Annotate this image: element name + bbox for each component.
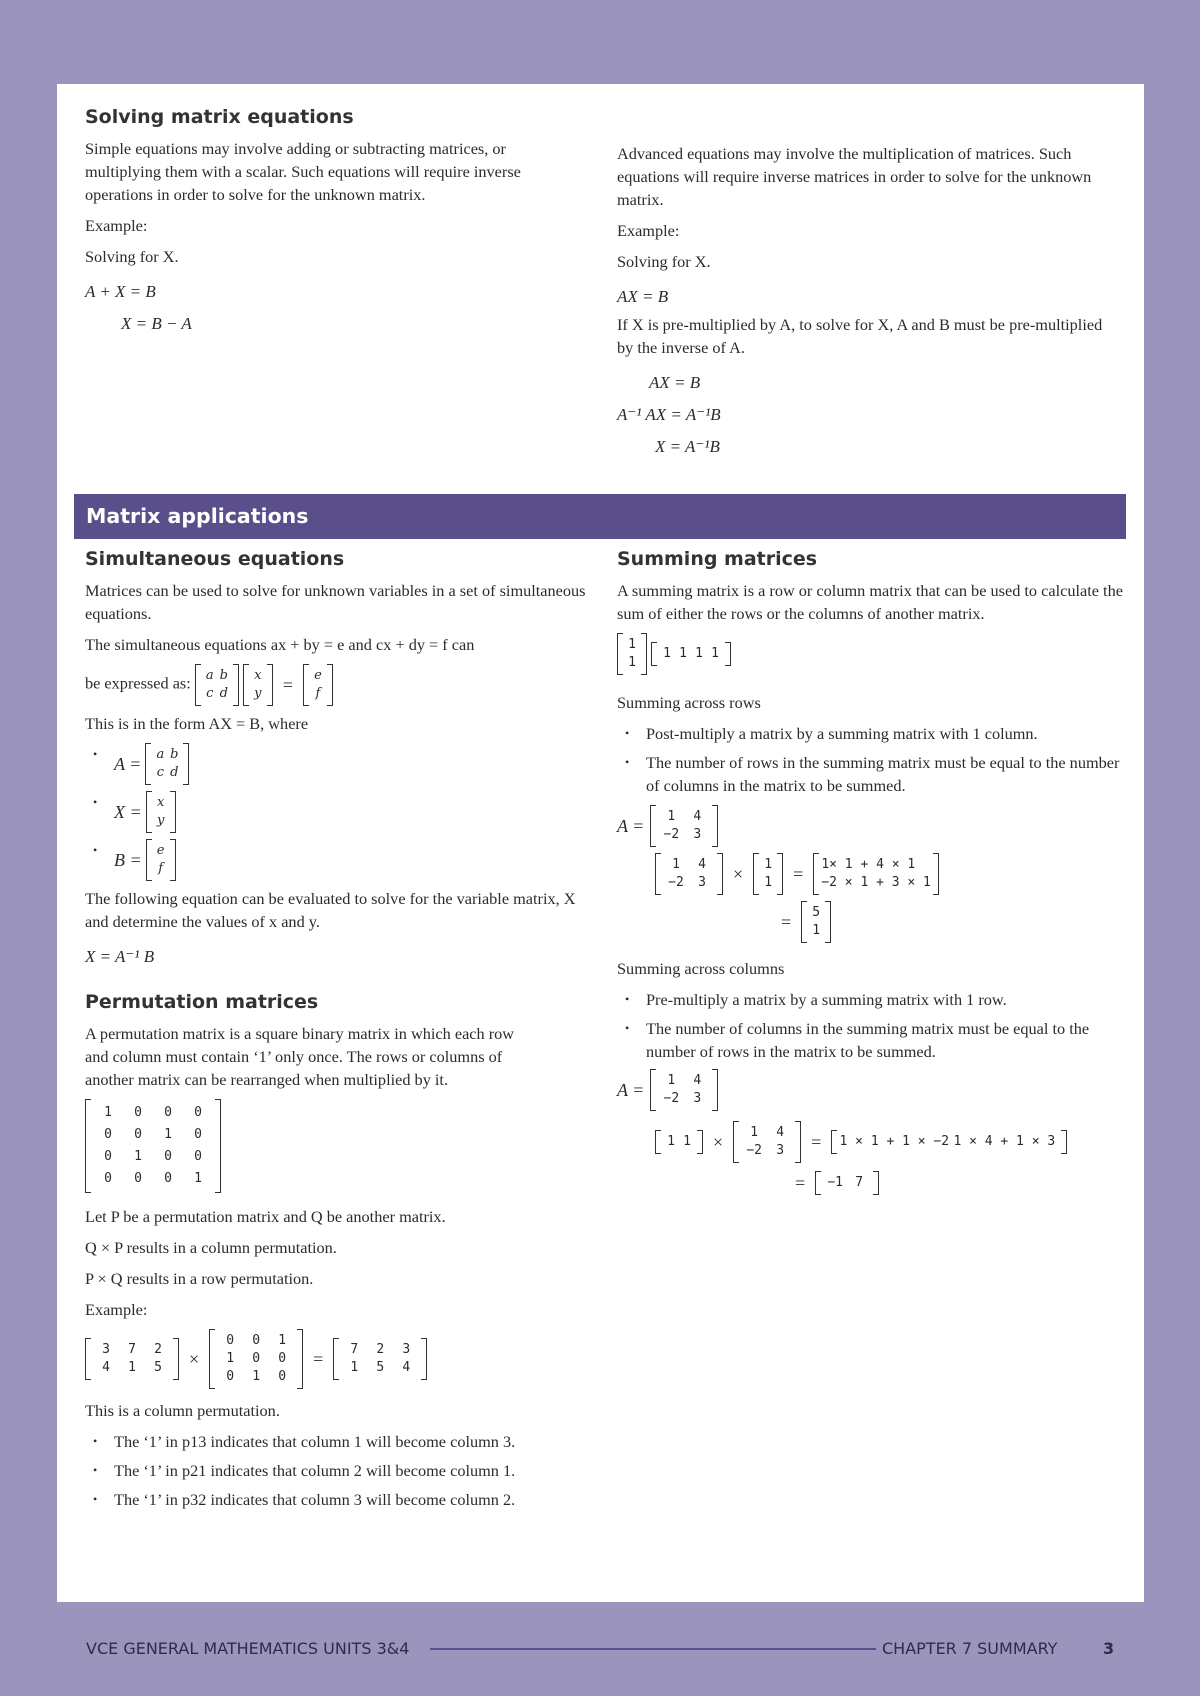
matrix-cell: c: [156, 765, 164, 780]
matrix-row: [154, 794, 168, 812]
matrix-cell: −2: [746, 1143, 762, 1158]
times-sign: ×: [189, 1348, 200, 1369]
matrix-x-def: [146, 791, 176, 833]
matrix-cell: 7: [128, 1342, 136, 1357]
matrix-row: [153, 764, 181, 782]
matrix-a: [650, 1069, 718, 1111]
matrix-row: [154, 812, 168, 830]
example-matrix-p: [209, 1329, 303, 1389]
simultaneous-title: Simultaneous equations: [85, 548, 345, 570]
matrix-cell: x: [254, 668, 262, 683]
simultaneous-p1: Matrices can be used to solve for unknown variables in a set of simultaneous equations.: [85, 581, 586, 623]
solving-title: Solving matrix equations: [85, 106, 354, 128]
rows-expression: [813, 853, 939, 895]
matrix-row: [625, 636, 639, 654]
times-sign: ×: [713, 1131, 724, 1152]
matrix-row: [311, 667, 325, 685]
matrix-cell: 3: [102, 1342, 110, 1357]
matrix-cell: 0: [278, 1369, 287, 1384]
matrix-a: [650, 805, 718, 847]
summing-vectors: [617, 633, 1127, 675]
matrix-row: [341, 1341, 419, 1359]
matrix-row: [658, 1090, 710, 1108]
matrix-cell: 5: [154, 1360, 162, 1375]
matrix-variables: [243, 664, 273, 706]
matrix-cell: a: [205, 668, 214, 683]
matrix-cell: 1: [628, 655, 636, 670]
ones-row: [655, 1130, 703, 1154]
matrix-row: [93, 1359, 171, 1377]
simultaneous-p4: This is in the form AX = B, where: [85, 714, 309, 733]
matrix-cell: 3: [693, 1091, 702, 1106]
matrix-cell: 4: [402, 1360, 411, 1375]
matrix-coefficients: [195, 664, 239, 706]
permutation-example: Example:: [85, 1300, 148, 1319]
matrix-cell: y: [156, 813, 165, 828]
rows-matrix-a: A = 1 4 −2 3: [617, 805, 1127, 847]
solving-right-eq3: A⁻¹ AX = A⁻¹B: [617, 405, 721, 424]
matrix-row: [663, 1133, 695, 1151]
matrix-row: [154, 842, 168, 860]
matrix-cell: 1: [683, 1134, 691, 1149]
summing-p1: A summing matrix is a row or column matrix that can be used to calculate the sum of either the rows or the columns of another matrix.: [617, 581, 1123, 623]
matrix-cell: 1: [750, 1125, 759, 1140]
matrix-row: [625, 654, 639, 672]
solving-left-eq1: A + X = B: [85, 282, 156, 301]
matrix-cell: d: [219, 686, 228, 701]
matrix-cell: 0: [164, 1105, 172, 1120]
summing-rows-bullet: • Post-multiply a matrix by a summing matrix with 1 column.: [617, 722, 1127, 745]
matrix-cell: 4: [693, 809, 702, 824]
times-sign: ×: [733, 863, 744, 884]
matrix-a-def: [145, 743, 189, 785]
matrix-cell: e: [314, 668, 322, 683]
matrix-row: [839, 1133, 1059, 1151]
matrix-cell: a: [156, 747, 165, 762]
permutation-p2: Let P be a permutation matrix and Q be another matrix.: [85, 1207, 446, 1226]
summing-rows-title: Summing across rows: [617, 693, 761, 712]
definition-b: • B = e f: [85, 839, 595, 881]
cols-matrix-a: A = 1 4 −2 3: [617, 1069, 1127, 1111]
matrix-row: [658, 808, 710, 826]
example-matrix-q: [85, 1338, 179, 1380]
solving-right-column: [617, 142, 1117, 463]
equals-sign: =: [793, 863, 804, 884]
summing-cols-title: Summing across columns: [617, 959, 785, 978]
matrix-cell: f: [158, 861, 164, 876]
matrix-cell: 0: [134, 1171, 142, 1186]
banner-title: Matrix applications: [86, 504, 309, 528]
matrix-cell: −1: [827, 1175, 843, 1190]
matrix-row: [658, 826, 710, 844]
solving-left-para: Simple equations may involve adding or subtracting matrices, or multiplying them with a scalar. Such equations will require inverse operations in order to solve for the unknown matrix.: [85, 139, 521, 204]
permutation-bullets: [85, 1430, 595, 1511]
footer-book-title: VCE GENERAL MATHEMATICS UNITS 3&4: [86, 1639, 410, 1658]
matrix-cell: y: [254, 686, 262, 701]
permutation-p1: A permutation matrix is a square binary matrix in which each row and column must contain ‘1’ only once. The rows or columns of another matrix can be rearranged when multiplied by it.: [85, 1024, 515, 1089]
matrix-cell: 2: [376, 1342, 385, 1357]
permutation-matrix-wrap: [85, 1099, 595, 1193]
permutation-bullet: • The ‘1’ in p21 indicates that column 2 will become column 1.: [85, 1459, 595, 1482]
matrix-cell: 0: [104, 1149, 112, 1164]
matrix-cell: 0: [104, 1127, 112, 1142]
matrix-cell: 1: [104, 1105, 112, 1120]
simultaneous-p2: The simultaneous equations ax + by = e and cx + dy = f can: [85, 635, 475, 654]
footer-chapter: CHAPTER 7 SUMMARY: [882, 1639, 1058, 1658]
matrix-cell: 4: [102, 1360, 110, 1375]
matrix-cell: 0: [226, 1333, 235, 1348]
matrix-cell: 1: [164, 1127, 172, 1142]
matrix-cell: b: [170, 747, 179, 762]
matrix-cell: d: [170, 765, 179, 780]
summing-rows-bullet: • The number of rows in the summing matrix must be equal to the number of columns in the matrix to be summed.: [617, 751, 1127, 797]
solving-left-column: [85, 106, 585, 340]
cols-expression: [831, 1130, 1067, 1154]
solving-left-solving-for: Solving for X.: [85, 247, 179, 266]
summing-row-vector: [651, 642, 731, 666]
summing-title: Summing matrices: [617, 548, 818, 570]
matrix-cell: 1: [134, 1149, 142, 1164]
matrix-cell: −2: [663, 1091, 680, 1106]
matrix-row: [93, 1341, 171, 1359]
matrix-row: [93, 1124, 213, 1146]
permutation-title: Permutation matrices: [85, 991, 319, 1013]
solving-right-solving-for: Solving for X.: [617, 252, 711, 271]
simultaneous-definitions: [85, 743, 595, 881]
summing-cols-bullet: • The number of columns in the summing matrix must be equal to the number of rows in the matrix to be summed.: [617, 1017, 1127, 1063]
matrix-constants: [303, 664, 333, 706]
simultaneous-p5: The following equation can be evaluated to solve for the variable matrix, X and determine the values of x and y.: [85, 889, 576, 931]
summing-cols-bullet: • Pre-multiply a matrix by a summing matrix with 1 row.: [617, 988, 1127, 1011]
matrix-row: [761, 874, 775, 892]
summing-cols-bullets: [617, 988, 1127, 1063]
matrix-cell: 0: [226, 1369, 235, 1384]
matrix-cell: 1: [663, 646, 671, 661]
summing-rows-bullets: [617, 722, 1127, 797]
equals-sign: =: [795, 1172, 806, 1193]
definition-x: • X = x y: [85, 791, 595, 833]
matrix-cell: 0: [194, 1105, 202, 1120]
matrix-row: [153, 746, 181, 764]
matrix-cell: 1× 1 + 4 × 1: [821, 857, 916, 872]
matrix-cell: 4: [776, 1125, 785, 1140]
matrix-cell: 5: [376, 1360, 385, 1375]
matrix-row: [203, 685, 231, 703]
matrix-cell: 5: [812, 905, 821, 920]
solving-right-eq4: X = A⁻¹B: [655, 437, 720, 456]
matrix-cell: 1: [278, 1333, 287, 1348]
matrix-cell: −2: [663, 827, 680, 842]
matrix-row: [663, 856, 715, 874]
solving-right-para: Advanced equations may involve the multiplication of matrices. Such equations will require inverse matrices in order to solve for the unknown matrix.: [617, 144, 1092, 209]
matrix-row: [217, 1368, 295, 1386]
section-banner: [74, 494, 1126, 539]
matrix-row: [823, 1174, 871, 1192]
solving-right-example: Example:: [617, 221, 680, 240]
matrix-cell: 7: [855, 1175, 864, 1190]
matrix-a: [733, 1121, 801, 1163]
permutation-example-equation: [85, 1329, 595, 1389]
matrix-row: [821, 856, 931, 874]
matrix-cell: 1: [128, 1360, 136, 1375]
example-matrix-result: [333, 1338, 427, 1380]
matrix-cell: 0: [194, 1127, 202, 1142]
matrix-cell: 7: [350, 1342, 359, 1357]
solving-right-para2: If X is pre-multiplied by A, to solve for X, A and B must be pre-multiplied by the inverse of A.: [617, 315, 1103, 357]
equals-sign: =: [781, 911, 792, 932]
matrix-row: [217, 1332, 295, 1350]
matrix-cell: 0: [134, 1105, 142, 1120]
matrix-cell: 1: [252, 1369, 261, 1384]
matrix-row: [821, 874, 931, 892]
matrix-row: [658, 1072, 710, 1090]
matrix-cell: 1 × 1 + 1 × −2: [839, 1134, 950, 1149]
matrix-cell: 0: [164, 1171, 172, 1186]
matrix-cell: c: [206, 686, 214, 701]
matrix-cell: 1: [194, 1171, 202, 1186]
summing-column-vector: [617, 633, 647, 675]
matrix-cell: b: [219, 668, 228, 683]
matrix-cell: 2: [154, 1342, 162, 1357]
solving-right-eq1: AX = B: [617, 287, 669, 306]
matrix-cell: 1: [711, 646, 719, 661]
matrix-cell: 1: [764, 857, 773, 872]
matrix-cell: −2: [668, 875, 684, 890]
solving-right-eq2: AX = B: [649, 373, 701, 392]
matrix-cell: 1: [350, 1360, 359, 1375]
matrix-cell: 4: [698, 857, 706, 872]
solving-left-example: Example:: [85, 216, 148, 235]
matrix-cell: 1: [764, 875, 773, 890]
matrix-cell: 1: [667, 809, 676, 824]
permutation-p3: Q × P results in a column permutation.: [85, 1238, 337, 1257]
matrix-cell: 3: [693, 827, 702, 842]
cols-result: [789, 1171, 1127, 1195]
cols-calculation: [655, 1121, 1127, 1163]
permutation-p5: This is a column permutation.: [85, 1401, 280, 1420]
right-column: [617, 548, 1127, 1195]
simultaneous-p3: be expressed as:: [85, 673, 191, 693]
rows-result: [775, 901, 1127, 943]
matrix-row: [809, 922, 823, 940]
matrix-row: [217, 1350, 295, 1368]
matrix-cell: 0: [252, 1333, 261, 1348]
matrix-cell: 3: [776, 1143, 785, 1158]
simultaneous-solution-eq: X = A⁻¹ B: [85, 947, 155, 966]
matrix-cell: e: [156, 843, 165, 858]
footer-page-number: 3: [1103, 1639, 1115, 1658]
matrix-cell: 1: [667, 1134, 675, 1149]
solving-left-eq2: X = B − A: [121, 314, 192, 333]
matrix-row: [761, 856, 775, 874]
matrix-cell: x: [156, 795, 165, 810]
left-column: [85, 548, 595, 1517]
matrix-row: [93, 1168, 213, 1190]
rows-result-matrix: [801, 901, 831, 943]
matrix-cell: 1: [628, 637, 636, 652]
matrix-row: [663, 874, 715, 892]
matrix-row: [311, 685, 325, 703]
matrix-cell: 0: [164, 1149, 172, 1164]
footer-rule: [430, 1648, 876, 1650]
matrix-cell: 1: [226, 1351, 235, 1366]
matrix-row: [741, 1124, 793, 1142]
matrix-cell: 1: [672, 857, 680, 872]
matrix-cell: 1: [667, 1073, 676, 1088]
matrix-cell: 4: [693, 1073, 702, 1088]
matrix-cell: 1 × 4 + 1 × 3: [953, 1134, 1056, 1149]
permutation-bullet: • The ‘1’ in p13 indicates that column 1 will become column 3.: [85, 1430, 595, 1453]
matrix-row: [341, 1359, 419, 1377]
matrix-a: [655, 853, 723, 895]
matrix-row: [251, 667, 265, 685]
simultaneous-matrix-equation: [85, 664, 595, 706]
matrix-row: [251, 685, 265, 703]
matrix-cell: 1: [695, 646, 703, 661]
cols-result-matrix: [815, 1171, 879, 1195]
matrix-row: [741, 1142, 793, 1160]
matrix-cell: 0: [194, 1149, 202, 1164]
rows-calculation: [655, 853, 1127, 895]
matrix-cell: 0: [134, 1127, 142, 1142]
permutation-bullet: • The ‘1’ in p32 indicates that column 3 will become column 2.: [85, 1488, 595, 1511]
matrix-cell: 0: [252, 1351, 261, 1366]
matrix-cell: 1: [812, 923, 821, 938]
matrix-row: [93, 1146, 213, 1168]
matrix-row: [659, 645, 723, 663]
permutation-matrix: [85, 1099, 221, 1193]
matrix-row: [809, 904, 823, 922]
matrix-cell: 3: [402, 1342, 411, 1357]
matrix-cell: 1: [679, 646, 687, 661]
matrix-row: [93, 1102, 213, 1124]
equals-sign: =: [811, 1131, 822, 1152]
matrix-cell: 0: [278, 1351, 287, 1366]
equals-sign: =: [313, 1348, 324, 1369]
matrix-cell: 3: [698, 875, 706, 890]
permutation-p4: P × Q results in a row permutation.: [85, 1269, 314, 1288]
matrix-cell: 0: [104, 1171, 112, 1186]
matrix-row: [203, 667, 231, 685]
definition-a: • A = a b c d: [85, 743, 595, 785]
equals-sign: =: [282, 674, 293, 695]
ones-column: [753, 853, 783, 895]
matrix-cell: f: [315, 686, 321, 701]
matrix-b-def: [146, 839, 176, 881]
matrix-row: [154, 860, 168, 878]
matrix-cell: −2 × 1 + 3 × 1: [821, 875, 931, 890]
